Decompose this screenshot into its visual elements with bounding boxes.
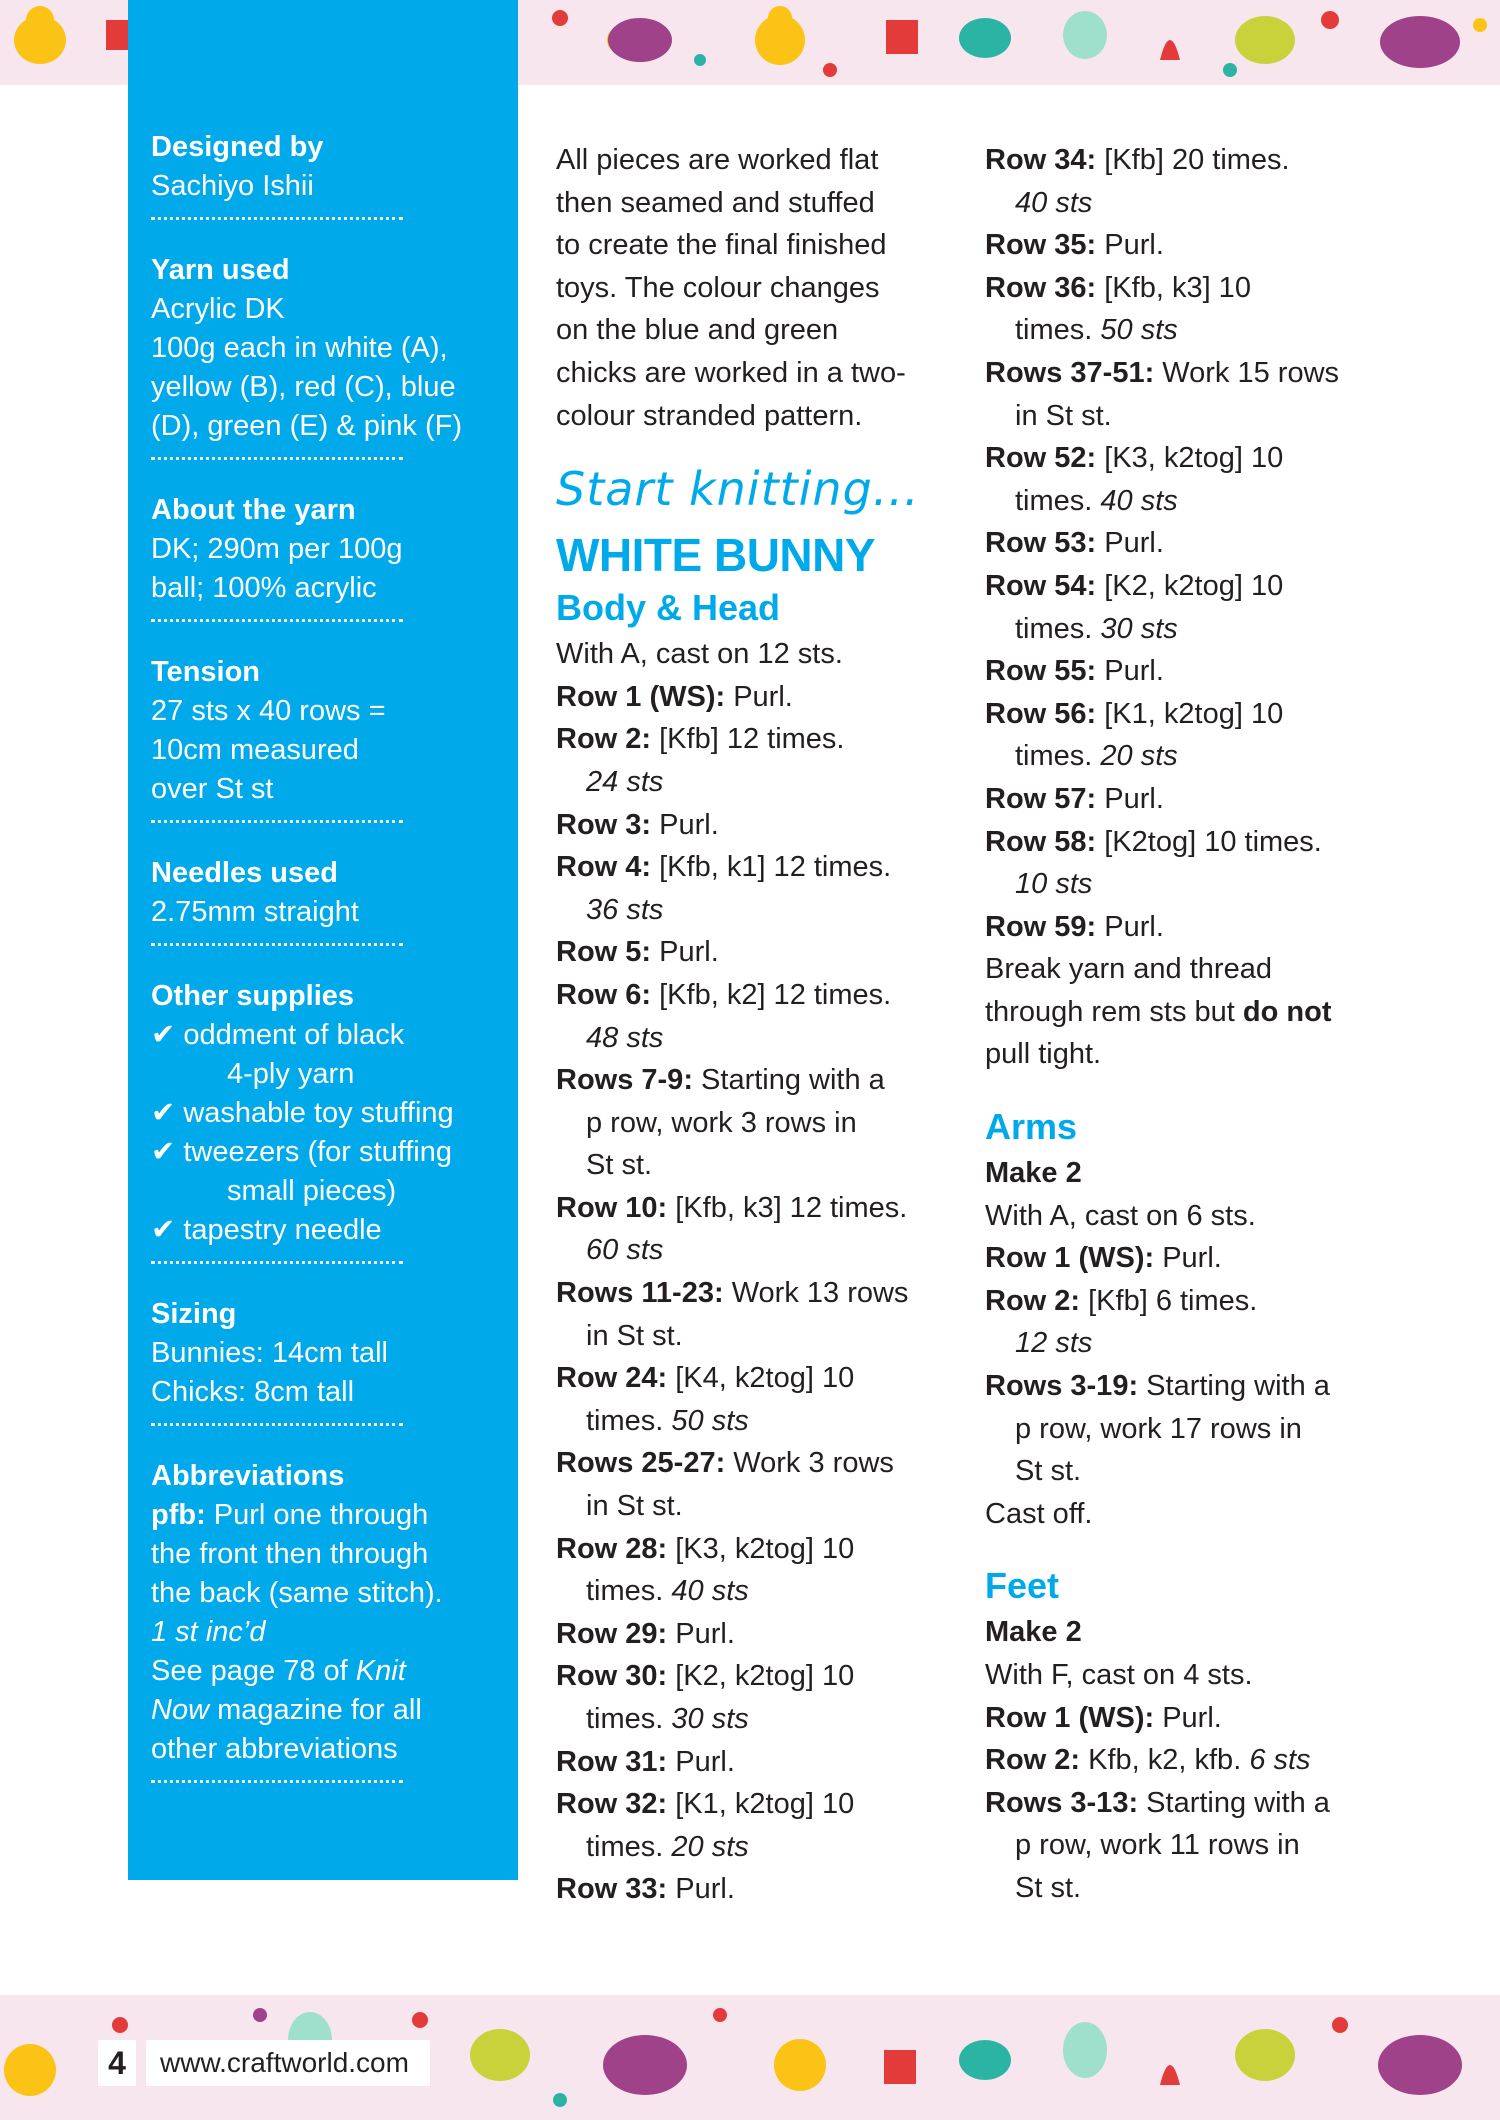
row-continuation	[985, 863, 1405, 906]
abbr-def: Purl one through	[205, 1499, 429, 1531]
stitch-count: 50 sts	[671, 1404, 749, 1437]
abbr-line	[151, 1691, 496, 1730]
row-label: Row 30:	[556, 1660, 668, 1693]
stitch-count: 40 sts	[671, 1575, 749, 1608]
row-continuation: St st.	[1015, 1871, 1082, 1904]
pattern-column-2	[985, 139, 1405, 1910]
finish-text	[985, 991, 1405, 1034]
intro-line: to create the final finished	[556, 229, 887, 262]
row-text: With A, cast on 6 sts.	[985, 1199, 1256, 1232]
pattern-title: WHITE BUNNY	[556, 529, 876, 582]
row-label: Row 6:	[556, 978, 652, 1011]
section-heading: Designed by	[151, 131, 324, 163]
dotted-divider	[151, 820, 403, 823]
dotted-divider	[151, 1780, 403, 1783]
row-continuation: St st.	[586, 1149, 653, 1182]
row-label: Row 35:	[985, 229, 1097, 262]
info-sidebar	[128, 0, 518, 1880]
section-line: Sachiyo Ishii	[151, 170, 314, 202]
row-instruction	[985, 1365, 1405, 1408]
row-label: Row 34:	[985, 144, 1097, 176]
abbr-line	[151, 1613, 496, 1652]
feet-heading: Feet	[985, 1565, 1060, 1607]
dotted-divider	[151, 1423, 403, 1426]
stitch-count: 24 sts	[586, 765, 664, 798]
stitch-count: 48 sts	[586, 1021, 664, 1054]
abbr-line: the back (same stitch).	[151, 1577, 443, 1609]
row-text: Work 15 rows	[1154, 356, 1340, 389]
magazine-name: Now	[151, 1694, 210, 1726]
stitch-count: 30 sts	[671, 1703, 749, 1735]
start-knitting-heading: Start knitting...	[556, 462, 920, 517]
stitch-count: 60 sts	[586, 1234, 664, 1267]
row-continuation: St st.	[1015, 1455, 1082, 1488]
sizing-section	[151, 1295, 496, 1426]
row-continuation: in St st.	[586, 1490, 683, 1523]
row-label: Rows 25-27:	[556, 1447, 726, 1480]
needles-section	[151, 854, 496, 946]
stitch-count: 50 sts	[1100, 314, 1178, 347]
row-instruction	[556, 1528, 956, 1571]
supply-text: ✔ tweezers (for stuffing	[151, 1136, 452, 1168]
arms-heading: Arms	[985, 1106, 1078, 1148]
row-text: [Kfb, k3] 12 times.	[667, 1191, 908, 1224]
section-line: Bunnies: 14cm tall	[151, 1337, 388, 1369]
row-label: Row 57:	[985, 782, 1097, 815]
row-label: Rows 7-9:	[556, 1064, 693, 1097]
section-line: Chicks: 8cm tall	[151, 1376, 355, 1408]
row-text: Purl.	[1096, 910, 1164, 943]
row-continuation: p row, work 11 rows in	[1015, 1829, 1300, 1862]
row-instruction	[985, 1280, 1405, 1323]
row-instruction	[985, 906, 1405, 949]
supply-item	[151, 1211, 496, 1250]
row-text: [K3, k2tog] 10	[667, 1532, 855, 1565]
row-text: Starting with a	[1138, 1786, 1330, 1819]
row-text: Work 13 rows	[723, 1277, 909, 1310]
tension-section	[151, 653, 496, 823]
row-continuation: p row, work 3 rows in	[586, 1106, 857, 1139]
intro-line: colour stranded pattern.	[556, 399, 863, 432]
dotted-divider	[151, 457, 403, 460]
row-continuation	[556, 889, 956, 932]
supply-item	[151, 1094, 496, 1133]
row-text: [K1, k2tog] 10	[667, 1788, 855, 1821]
row-label: Row 10:	[556, 1191, 668, 1224]
body-head-heading: Body & Head	[556, 587, 781, 629]
row-instruction	[985, 1782, 1405, 1825]
row-continuation: times. 20 sts	[1015, 740, 1178, 773]
section-line: ball; 100% acrylic	[151, 572, 377, 604]
yarn-section	[151, 251, 496, 460]
row-text: [K2tog] 10 times.	[1096, 825, 1322, 858]
stitch-count: 40 sts	[1015, 186, 1093, 219]
stitch-count: 20 sts	[671, 1830, 749, 1863]
make-count	[985, 1611, 1405, 1654]
dotted-divider	[151, 619, 403, 622]
row-text: Purl.	[1096, 782, 1164, 815]
dotted-divider	[151, 1261, 403, 1264]
dotted-divider	[151, 217, 403, 220]
abbr-line	[151, 1652, 496, 1691]
stitch-count: 36 sts	[586, 893, 664, 926]
abbr-term: pfb:	[151, 1499, 206, 1531]
section-line: 10cm measured	[151, 734, 359, 766]
row-text: [K2, k2tog] 10	[667, 1660, 855, 1693]
row-text: Purl.	[1154, 1701, 1222, 1734]
intro-line: then seamed and stuffed	[556, 186, 875, 219]
about-yarn-section	[151, 491, 496, 622]
row-label: Row 53:	[985, 527, 1097, 560]
row-text: Purl.	[651, 808, 719, 841]
instruction-text	[556, 633, 956, 676]
row-text: Cast off.	[985, 1497, 1093, 1530]
stitch-count: 30 sts	[1100, 612, 1178, 645]
row-continuation: times. 30 sts	[1015, 612, 1178, 645]
row-label: Row 58:	[985, 825, 1097, 858]
abbr-see-text: See page 78 of	[151, 1655, 356, 1687]
row-instruction	[556, 1783, 956, 1826]
row-label: Row 1 (WS):	[985, 1701, 1155, 1734]
instruction-text	[985, 1195, 1405, 1238]
row-instruction	[985, 522, 1405, 565]
row-continuation	[556, 761, 956, 804]
row-label: Row 4:	[556, 851, 652, 884]
sidebar-content	[151, 128, 496, 1814]
row-instruction	[556, 676, 956, 719]
row-continuation: in St st.	[586, 1319, 683, 1352]
row-label: Row 32:	[556, 1788, 668, 1821]
row-instruction	[985, 821, 1405, 864]
row-label: Row 1 (WS):	[556, 680, 726, 713]
row-label: Row 24:	[556, 1362, 668, 1395]
row-instruction	[985, 224, 1405, 267]
finish-text-part: through rem sts but	[985, 995, 1243, 1028]
row-instruction	[556, 846, 956, 889]
section-line: yellow (B), red (C), blue	[151, 371, 456, 403]
section-line: 100g each in white (A),	[151, 332, 448, 364]
row-text: With A, cast on 12 sts.	[556, 638, 843, 671]
supply-text-cont: small pieces)	[227, 1175, 397, 1207]
section-line: over St st	[151, 773, 274, 805]
row-label: Row 36:	[985, 271, 1097, 304]
section-line: 2.75mm straight	[151, 896, 359, 928]
finish-emphasis: do not	[1242, 995, 1332, 1028]
row-continuation: times. 30 sts	[586, 1703, 749, 1735]
row-label: Row 55:	[985, 655, 1097, 688]
row-instruction	[556, 1741, 956, 1784]
row-instruction	[985, 267, 1405, 310]
supply-item	[151, 1133, 496, 1211]
supply-text-cont: 4-ply yarn	[227, 1058, 355, 1090]
page-number: 4	[98, 2040, 136, 2086]
section-heading: Other supplies	[151, 980, 355, 1012]
row-continuation: times. 40 sts	[1015, 484, 1178, 517]
row-instruction	[556, 804, 956, 847]
body-head-rows	[556, 633, 956, 1911]
row-text: Purl.	[725, 680, 793, 713]
section-line: (D), green (E) & pink (F)	[151, 410, 462, 442]
feet-rows	[985, 1654, 1405, 1910]
row-instruction	[985, 139, 1405, 182]
instruction-text	[985, 1493, 1405, 1536]
row-instruction	[556, 1272, 956, 1315]
abbr-line: other abbreviations	[151, 1733, 398, 1765]
row-text: Starting with a	[1138, 1370, 1330, 1403]
row-continuation: times. 40 sts	[586, 1575, 749, 1608]
row-instruction	[556, 974, 956, 1017]
section-heading: Yarn used	[151, 254, 290, 286]
row-continuation	[556, 1017, 956, 1060]
row-instruction	[985, 1697, 1405, 1740]
row-continuation	[985, 182, 1405, 225]
row-text: [Kfb, k3] 10	[1096, 271, 1251, 304]
section-heading: Tension	[151, 656, 261, 688]
row-label: Rows 3-19:	[985, 1370, 1139, 1403]
row-text: Purl.	[1096, 229, 1164, 262]
row-text: Purl.	[667, 1617, 735, 1650]
row-text: Purl.	[667, 1873, 735, 1906]
stitch-count: 6 sts	[1249, 1744, 1311, 1777]
row-text: Starting with a	[692, 1064, 885, 1097]
body-head-rows-cont	[985, 139, 1405, 948]
make-count-text: Make 2	[985, 1157, 1082, 1190]
abbreviations-section	[151, 1457, 496, 1783]
row-instruction	[556, 1868, 956, 1911]
section-line: Acrylic DK	[151, 293, 285, 325]
arms-rows	[985, 1195, 1405, 1536]
row-continuation: times. 50 sts	[586, 1404, 749, 1437]
row-label: Row 28:	[556, 1532, 668, 1565]
row-text: [K4, k2tog] 10	[667, 1362, 855, 1395]
row-text: Purl.	[1096, 527, 1164, 560]
row-instruction	[985, 778, 1405, 821]
row-label: Row 29:	[556, 1617, 668, 1650]
row-instruction	[556, 1655, 956, 1698]
row-instruction	[985, 437, 1405, 480]
row-text: [Kfb, k1] 12 times.	[651, 851, 892, 884]
row-text: Kfb, k2, kfb. 6 sts	[1080, 1744, 1311, 1777]
row-label: Row 2:	[556, 723, 652, 756]
row-label: Row 5:	[556, 936, 652, 969]
row-text: [K3, k2tog] 10	[1096, 442, 1284, 475]
finish-text: pull tight.	[985, 1038, 1102, 1071]
row-text: With F, cast on 4 sts.	[985, 1659, 1253, 1691]
row-label: Rows 37-51:	[985, 356, 1155, 389]
row-instruction	[985, 1739, 1405, 1782]
row-text: Purl.	[1154, 1242, 1222, 1275]
supply-text: ✔ tapestry needle	[151, 1214, 382, 1246]
row-instruction	[556, 1613, 956, 1656]
row-instruction	[556, 931, 956, 974]
row-continuation	[985, 1322, 1405, 1365]
stitch-count: 12 sts	[1015, 1327, 1093, 1360]
row-text: Purl.	[667, 1745, 735, 1778]
row-text: Work 3 rows	[725, 1447, 894, 1480]
intro-line: on the blue and green	[556, 314, 839, 347]
section-line: 27 sts x 40 rows =	[151, 695, 386, 727]
section-line: DK; 290m per 100g	[151, 533, 403, 565]
magazine-name: Knit	[355, 1655, 406, 1687]
row-label: Row 1 (WS):	[985, 1242, 1155, 1275]
row-text: Purl.	[1096, 655, 1164, 688]
stitch-count: 10 sts	[1015, 868, 1093, 901]
supplies-section	[151, 977, 496, 1264]
finish-text: Break yarn and thread	[985, 953, 1272, 986]
website-url: www.craftworld.com	[146, 2040, 430, 2086]
abbr-line	[151, 1496, 496, 1535]
row-continuation: times. 50 sts	[1015, 314, 1178, 347]
row-label: Row 33:	[556, 1873, 668, 1906]
row-label: Row 31:	[556, 1745, 668, 1778]
row-label: Row 2:	[985, 1744, 1081, 1777]
row-label: Rows 11-23:	[556, 1277, 724, 1310]
abbr-see-text: magazine for all	[209, 1694, 422, 1726]
supply-text: ✔ oddment of black	[151, 1019, 405, 1051]
row-instruction	[985, 693, 1405, 736]
row-instruction	[985, 650, 1405, 693]
intro-paragraph	[556, 139, 956, 437]
pattern-column-1	[556, 139, 956, 1911]
row-label: Row 56:	[985, 697, 1097, 730]
instruction-text	[985, 1654, 1405, 1697]
row-instruction	[985, 565, 1405, 608]
section-heading: About the yarn	[151, 494, 356, 526]
row-instruction	[556, 718, 956, 761]
row-label: Row 59:	[985, 910, 1097, 943]
row-text: [Kfb] 20 times.	[1096, 144, 1290, 176]
intro-line: chicks are worked in a two-	[556, 356, 906, 389]
stitch-count: 20 sts	[1100, 740, 1178, 773]
row-text: [Kfb, k2] 12 times.	[651, 978, 892, 1011]
row-label: Row 2:	[985, 1284, 1081, 1317]
intro-line: toys. The colour changes	[556, 271, 880, 304]
row-label: Row 54:	[985, 569, 1097, 602]
row-text: [K1, k2tog] 10	[1096, 697, 1284, 730]
row-continuation: times. 20 sts	[586, 1830, 749, 1863]
row-instruction	[556, 1059, 956, 1102]
row-instruction	[556, 1187, 956, 1230]
row-instruction	[556, 1442, 956, 1485]
supply-item	[151, 1016, 496, 1094]
row-label: Row 52:	[985, 442, 1097, 475]
row-label: Rows 3-13:	[985, 1786, 1139, 1819]
row-text: [K2, k2tog] 10	[1096, 569, 1284, 602]
section-heading: Abbreviations	[151, 1460, 345, 1492]
make-count-text: Make 2	[985, 1616, 1082, 1649]
abbr-note: 1 st inc’d	[151, 1616, 266, 1648]
row-text: Purl.	[651, 936, 719, 969]
supply-text: ✔ washable toy stuffing	[151, 1097, 454, 1129]
dotted-divider	[151, 943, 403, 946]
intro-line: All pieces are worked flat	[556, 144, 879, 176]
stitch-count: 40 sts	[1100, 484, 1178, 517]
row-instruction	[985, 352, 1405, 395]
row-text: [Kfb] 6 times.	[1080, 1284, 1258, 1317]
row-label: Row 3:	[556, 808, 652, 841]
section-heading: Needles used	[151, 857, 338, 889]
row-instruction	[556, 1357, 956, 1400]
row-instruction	[985, 1237, 1405, 1280]
row-continuation: p row, work 17 rows in	[1015, 1412, 1302, 1445]
abbr-line: the front then through	[151, 1538, 429, 1570]
row-text: [Kfb] 12 times.	[651, 723, 845, 756]
make-count	[985, 1152, 1405, 1195]
section-heading: Sizing	[151, 1298, 237, 1330]
row-continuation: in St st.	[1015, 399, 1112, 432]
row-continuation	[556, 1229, 956, 1272]
designer-section	[151, 128, 496, 220]
